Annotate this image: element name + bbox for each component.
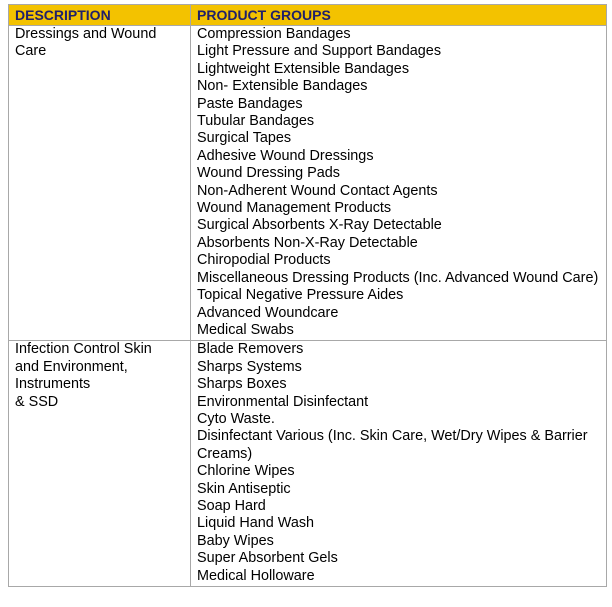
product-group-item: Lightweight Extensible Bandages — [197, 60, 410, 77]
product-group-item: Medical Holloware — [197, 567, 315, 584]
table-row — [9, 341, 607, 587]
product-group-item: Sharps Boxes — [197, 376, 287, 393]
product-group-item: Medical Swabs — [197, 321, 294, 338]
product-group-item: Compression Bandages — [197, 26, 351, 42]
product-group-item: Wound Management Products — [197, 200, 392, 217]
product-group-item: Skin Antiseptic — [197, 480, 291, 497]
description-line: Infection Control Skin — [15, 341, 152, 358]
product-group-item: Advanced Woundcare — [197, 304, 339, 321]
product-group-item: Non- Extensible Bandages — [197, 78, 368, 95]
product-group-item: Miscellaneous Dressing Products (Inc. Advanced Wound Care) — [197, 269, 599, 286]
product-group-item: Baby Wipes — [197, 532, 274, 549]
product-group-item: Surgical Absorbents X-Ray Detectable — [197, 217, 442, 234]
product-group-item: Sharps Systems — [197, 358, 302, 375]
product-group-item: Adhesive Wound Dressings — [197, 147, 374, 164]
product-group-item: Cyto Waste. — [197, 410, 275, 427]
product-groups-header: PRODUCT GROUPS — [191, 5, 607, 26]
product-group-item: Tubular Bandages — [197, 113, 315, 130]
product-group-item: Liquid Hand Wash — [197, 515, 315, 532]
product-groups-cell — [191, 341, 607, 587]
product-group-item: Chlorine Wipes — [197, 463, 295, 480]
product-group-item: Disinfectant Various (Inc. Skin Care, Wet/Dry Wipes & Barrier Creams) — [197, 428, 588, 462]
description-line: Dressings and Wound — [15, 26, 157, 42]
product-group-item: Topical Negative Pressure Aides — [197, 287, 404, 304]
product-groups-table — [8, 4, 607, 587]
description-line: Care — [15, 43, 47, 60]
description-line: and Environment, — [15, 358, 128, 375]
description-line: & SSD — [15, 393, 59, 410]
product-group-item: Environmental Disinfectant — [197, 393, 369, 410]
description-header: DESCRIPTION — [9, 5, 191, 26]
description-cell — [9, 26, 191, 341]
product-group-item: Light Pressure and Support Bandages — [197, 43, 442, 60]
product-group-item: Surgical Tapes — [197, 130, 292, 147]
product-group-item: Absorbents Non-X-Ray Detectable — [197, 234, 418, 251]
product-group-item: Blade Removers — [197, 341, 304, 358]
product-groups-cell — [191, 26, 607, 341]
table-row — [9, 26, 607, 341]
description-cell — [9, 341, 191, 587]
product-group-item: Chiropodial Products — [197, 252, 331, 269]
header-row — [9, 5, 607, 26]
product-group-item: Super Absorbent Gels — [197, 550, 338, 567]
product-group-item: Wound Dressing Pads — [197, 165, 340, 182]
product-group-item: Soap Hard — [197, 497, 266, 514]
product-group-item: Paste Bandages — [197, 95, 303, 112]
product-group-item: Non-Adherent Wound Contact Agents — [197, 182, 438, 199]
description-line: Instruments — [15, 376, 91, 393]
